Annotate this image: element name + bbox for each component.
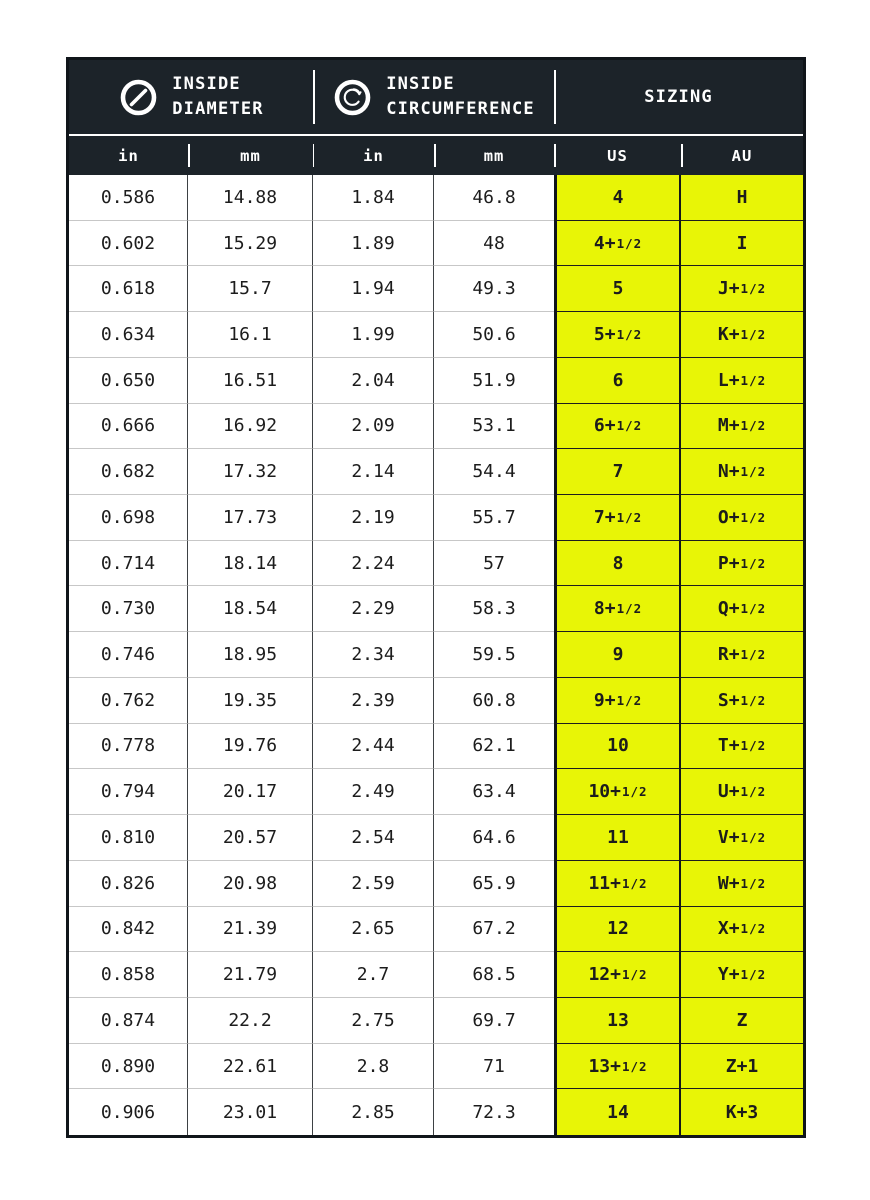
cell-inside-circumference-in: 2.8	[313, 1044, 434, 1090]
header-divider	[313, 70, 315, 124]
cell-inside-circumference-mm: 58.3	[434, 586, 554, 632]
cell-au-size: M+ 1/2	[681, 404, 803, 450]
cell-inside-circumference-mm: 67.2	[434, 907, 554, 953]
header-label-line2: DIAMETER	[172, 99, 264, 119]
cell-inside-diameter-mm: 19.76	[188, 724, 313, 770]
cell-inside-circumference-in: 2.04	[313, 358, 434, 404]
cell-inside-diameter-mm: 15.29	[188, 221, 313, 267]
cell-inside-diameter-in: 0.810	[69, 815, 188, 861]
table-row	[69, 952, 803, 998]
cell-inside-circumference-mm: 63.4	[434, 769, 554, 815]
table-row	[69, 769, 803, 815]
column-header-divider	[554, 144, 556, 167]
cell-au-size: T+ 1/2	[681, 724, 803, 770]
cell-inside-circumference-in: 1.84	[313, 175, 434, 221]
cell-inside-diameter-in: 0.618	[69, 266, 188, 312]
cell-inside-circumference-in: 2.39	[313, 678, 434, 724]
cell-au-size: I	[681, 221, 803, 267]
cell-inside-circumference-in: 2.19	[313, 495, 434, 541]
cell-inside-circumference-mm: 59.5	[434, 632, 554, 678]
cell-us-size: 14	[554, 1089, 681, 1135]
cell-inside-diameter-in: 0.906	[69, 1089, 188, 1135]
cell-au-size: H	[681, 175, 803, 221]
cell-us-size: 13+ 1/2	[554, 1044, 681, 1090]
cell-inside-diameter-in: 0.714	[69, 541, 188, 587]
cell-inside-circumference-mm: 62.1	[434, 724, 554, 770]
cell-inside-circumference-in: 2.49	[313, 769, 434, 815]
cell-inside-diameter-in: 0.666	[69, 404, 188, 450]
table-row	[69, 221, 803, 267]
cell-us-size: 12+ 1/2	[554, 952, 681, 998]
cell-inside-circumference-mm: 54.4	[434, 449, 554, 495]
cell-inside-diameter-in: 0.730	[69, 586, 188, 632]
cell-inside-circumference-mm: 64.6	[434, 815, 554, 861]
cell-inside-diameter-mm: 16.1	[188, 312, 313, 358]
cell-au-size: Z+1	[681, 1044, 803, 1090]
column-headers	[69, 136, 803, 175]
cell-inside-circumference-in: 2.09	[313, 404, 434, 450]
cell-inside-circumference-mm: 65.9	[434, 861, 554, 907]
table-row	[69, 998, 803, 1044]
column-header-divider	[188, 144, 190, 167]
cell-inside-diameter-mm: 14.88	[188, 175, 313, 221]
cell-au-size: V+ 1/2	[681, 815, 803, 861]
cell-us-size: 5+ 1/2	[554, 312, 681, 358]
cell-au-size: U+ 1/2	[681, 769, 803, 815]
cell-inside-diameter-mm: 17.32	[188, 449, 313, 495]
cell-inside-circumference-in: 2.29	[313, 586, 434, 632]
cell-au-size: O+ 1/2	[681, 495, 803, 541]
cell-inside-circumference-mm: 48	[434, 221, 554, 267]
cell-inside-circumference-mm: 51.9	[434, 358, 554, 404]
header-label-sizing: SIZING	[644, 87, 713, 107]
header-label-line2: CIRCUMFERENCE	[386, 99, 535, 119]
table-row	[69, 449, 803, 495]
cell-inside-diameter-mm: 21.39	[188, 907, 313, 953]
cell-inside-diameter-mm: 21.79	[188, 952, 313, 998]
cell-us-size: 7+ 1/2	[554, 495, 681, 541]
table-row	[69, 815, 803, 861]
cell-inside-diameter-in: 0.746	[69, 632, 188, 678]
cell-inside-circumference-mm: 46.8	[434, 175, 554, 221]
cell-inside-circumference-in: 2.24	[313, 541, 434, 587]
cell-au-size: Y+ 1/2	[681, 952, 803, 998]
cell-us-size: 8+ 1/2	[554, 586, 681, 632]
cell-inside-diameter-mm: 16.51	[188, 358, 313, 404]
cell-au-size: R+ 1/2	[681, 632, 803, 678]
table-row	[69, 632, 803, 678]
header-label-inside-circumference	[386, 72, 535, 122]
cell-us-size: 5	[554, 266, 681, 312]
table-row	[69, 175, 803, 221]
cell-inside-diameter-mm: 22.2	[188, 998, 313, 1044]
cell-us-size: 6	[554, 358, 681, 404]
cell-inside-circumference-in: 2.85	[313, 1089, 434, 1135]
header-divider	[554, 70, 556, 124]
cell-inside-diameter-in: 0.650	[69, 358, 188, 404]
cell-us-size: 11	[554, 815, 681, 861]
column-header-us: US	[607, 146, 628, 165]
table-body	[69, 175, 803, 1135]
cell-inside-diameter-mm: 18.54	[188, 586, 313, 632]
ring-size-chart	[66, 57, 806, 1138]
cell-au-size: K+3	[681, 1089, 803, 1135]
column-header-circumference-in: in	[363, 146, 384, 165]
cell-inside-diameter-in: 0.874	[69, 998, 188, 1044]
cell-inside-diameter-mm: 23.01	[188, 1089, 313, 1135]
cell-inside-diameter-mm: 18.14	[188, 541, 313, 587]
column-header-diameter-in: in	[118, 146, 139, 165]
cell-inside-circumference-mm: 50.6	[434, 312, 554, 358]
column-header-divider	[434, 144, 436, 167]
cell-us-size: 10+ 1/2	[554, 769, 681, 815]
header-label-inside-diameter	[172, 72, 263, 122]
table-row	[69, 907, 803, 953]
cell-inside-circumference-mm: 72.3	[472, 1101, 516, 1123]
cell-inside-diameter-in: 0.602	[69, 221, 188, 267]
cell-inside-circumference-in: 2.44	[313, 724, 434, 770]
cell-au-size: Z	[681, 998, 803, 1044]
cell-us-size: 7	[554, 449, 681, 495]
cell-inside-diameter-in: 0.778	[69, 724, 188, 770]
cell-inside-circumference-in: 2.65	[313, 907, 434, 953]
table-row	[69, 312, 803, 358]
cell-us-size: 10	[554, 724, 681, 770]
column-header-divider	[681, 144, 683, 167]
diameter-icon	[118, 77, 159, 118]
cell-au-size: J+ 1/2	[681, 266, 803, 312]
table-row	[69, 678, 803, 724]
cell-us-size: 4	[554, 175, 681, 221]
cell-us-size: 9+ 1/2	[554, 678, 681, 724]
header-label-line1: INSIDE	[386, 74, 455, 94]
cell-inside-diameter-mm: 20.17	[188, 769, 313, 815]
cell-inside-circumference-in: 1.94	[313, 266, 434, 312]
cell-inside-diameter-in: 0.682	[69, 449, 188, 495]
cell-inside-diameter-in: 0.890	[69, 1044, 188, 1090]
cell-au-size: K+ 1/2	[681, 312, 803, 358]
header-label-line1: INSIDE	[172, 74, 241, 94]
cell-inside-circumference-in: 2.34	[313, 632, 434, 678]
cell-us-size: 9	[554, 632, 681, 678]
cell-inside-diameter-in: 0.858	[69, 952, 188, 998]
cell-inside-circumference-in: 2.14	[313, 449, 434, 495]
cell-au-size: P+ 1/2	[681, 541, 803, 587]
cell-inside-circumference-mm: 49.3	[434, 266, 554, 312]
cell-au-size: S+ 1/2	[681, 678, 803, 724]
cell-inside-diameter-mm: 20.98	[188, 861, 313, 907]
cell-inside-diameter-in: 0.842	[69, 907, 188, 953]
cell-inside-circumference-mm: 55.7	[434, 495, 554, 541]
cell-au-size: L+ 1/2	[681, 358, 803, 404]
table-row	[69, 586, 803, 632]
cell-inside-circumference-in: 2.59	[313, 861, 434, 907]
cell-us-size: 13	[554, 998, 681, 1044]
column-header-au: AU	[731, 146, 753, 165]
table-row	[69, 266, 803, 312]
column-header-circumference-mm: mm	[483, 146, 505, 165]
cell-au-size: Q+ 1/2	[681, 586, 803, 632]
cell-inside-diameter-in: 0.586	[69, 175, 188, 221]
cell-inside-circumference-in: 2.75	[313, 998, 434, 1044]
column-header-divider	[313, 144, 315, 167]
cell-inside-diameter-mm: 22.61	[188, 1044, 313, 1090]
cell-inside-diameter-mm: 16.92	[188, 404, 313, 450]
table-row	[69, 541, 803, 587]
cell-inside-circumference-in: 2.7	[313, 952, 434, 998]
circumference-icon	[332, 77, 373, 118]
table-row	[69, 495, 803, 541]
table-row	[69, 1089, 803, 1135]
cell-inside-diameter-in: 0.794	[69, 769, 188, 815]
cell-inside-diameter-in: 0.826	[69, 861, 188, 907]
cell-inside-diameter-in: 0.762	[69, 678, 188, 724]
cell-inside-circumference-mm: 57	[434, 541, 554, 587]
cell-inside-circumference-in: 2.54	[313, 815, 434, 861]
cell-inside-diameter-in: 0.698	[69, 495, 188, 541]
cell-inside-circumference-in: 1.89	[313, 221, 434, 267]
cell-inside-circumference-in: 1.99	[313, 312, 434, 358]
cell-us-size: 4+ 1/2	[554, 221, 681, 267]
header-sizing	[554, 60, 803, 134]
cell-au-size: N+ 1/2	[681, 449, 803, 495]
cell-us-size: 6+ 1/2	[554, 404, 681, 450]
cell-inside-diameter-mm: 20.57	[188, 815, 313, 861]
column-header-diameter-mm: mm	[240, 146, 261, 165]
cell-inside-diameter-mm: 17.73	[188, 495, 313, 541]
table-row	[69, 1044, 803, 1090]
cell-inside-circumference-mm: 69.7	[434, 998, 554, 1044]
cell-au-size: W+ 1/2	[681, 861, 803, 907]
cell-us-size: 11+ 1/2	[554, 861, 681, 907]
cell-inside-diameter-mm: 18.95	[188, 632, 313, 678]
cell-au-size: X+ 1/2	[681, 907, 803, 953]
header-inside-circumference	[313, 60, 554, 134]
cell-inside-circumference-mm: 71	[434, 1044, 554, 1090]
cell-us-size: 12	[554, 907, 681, 953]
table-row	[69, 861, 803, 907]
cell-inside-circumference-mm: 68.5	[434, 952, 554, 998]
table-row	[69, 724, 803, 770]
cell-inside-diameter-mm: 19.35	[188, 678, 313, 724]
cell-inside-circumference-mm: 60.8	[434, 678, 554, 724]
cell-inside-diameter-in: 0.634	[69, 312, 188, 358]
table-row	[69, 404, 803, 450]
table-row	[69, 358, 803, 404]
cell-us-size: 8	[554, 541, 681, 587]
header-inside-diameter	[69, 60, 313, 134]
table-header	[69, 60, 803, 134]
cell-inside-diameter-mm: 15.7	[188, 266, 313, 312]
cell-inside-circumference-mm: 53.1	[434, 404, 554, 450]
